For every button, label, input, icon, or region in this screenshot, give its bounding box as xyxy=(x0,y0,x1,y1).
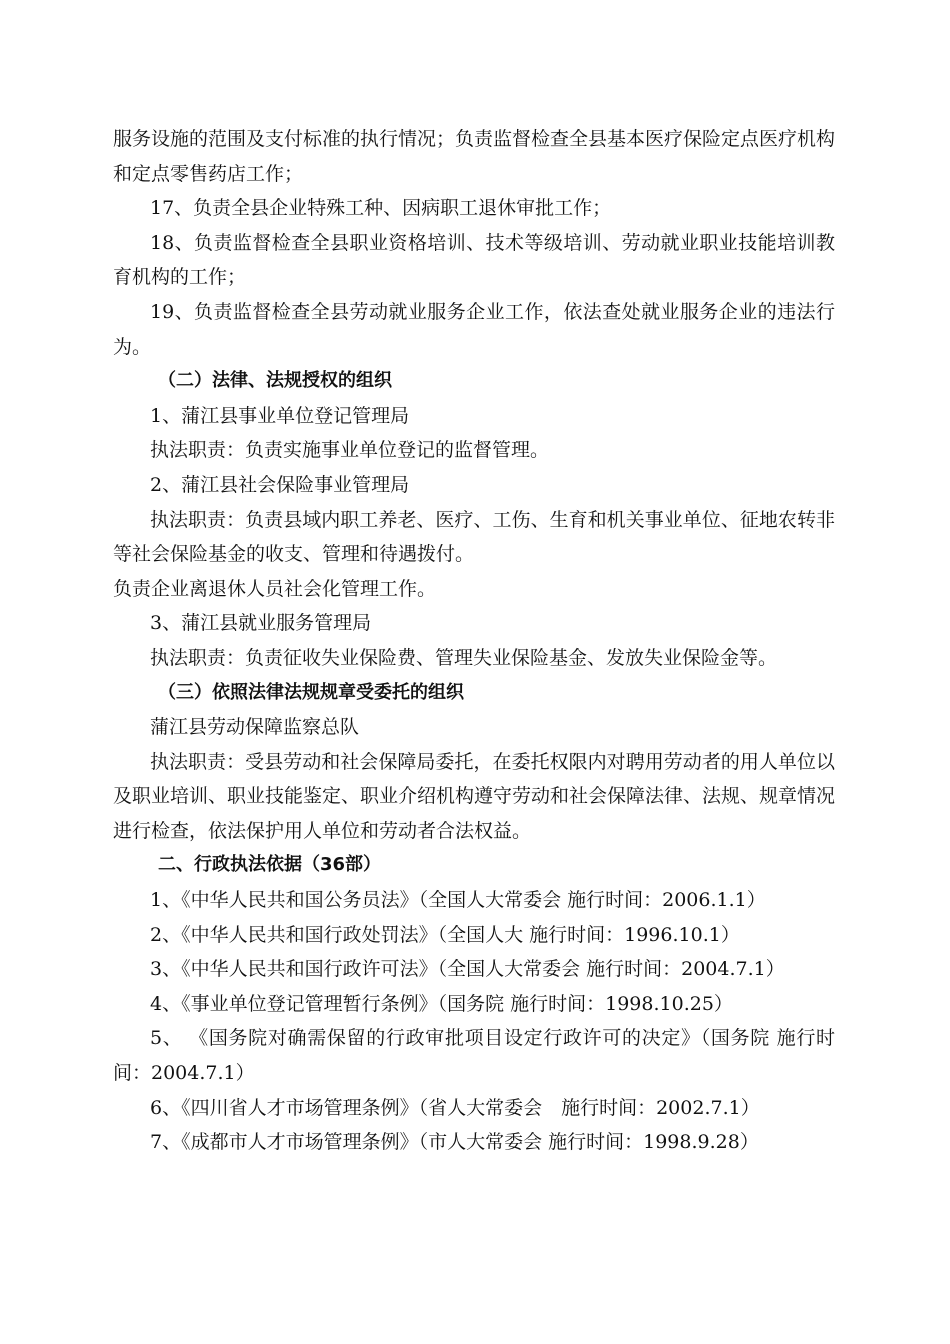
law-item-4: 4、《事业单位登记管理暂行条例》（国务院 施行时间：1998.10.25） xyxy=(150,992,733,1015)
law-item-1: 1、《中华人民共和国公务员法》（全国人大常委会 施行时间：2006.1.1） xyxy=(150,889,766,912)
org-title-labor-inspection-brigade: 蒲江县劳动保障监察总队 xyxy=(150,716,360,739)
org-duty-social-insurance-bureau: 执法职责：负责县域内职工养老、医疗、工伤、生育和机关事业单位、征地农转非等社会保险基金的收支、管理和待遇拨付。 xyxy=(113,508,835,566)
org-title-registration-bureau: 1、蒲江县事业单位登记管理局 xyxy=(150,404,410,427)
paragraph-medical-insurance-continued: 服务设施的范围及支付标准的执行情况；负责监督检查全县基本医疗保险定点医疗机构和定点零售药店工作； xyxy=(113,128,836,185)
section-heading-legal-basis: 二、行政执法依据（36部） xyxy=(158,854,382,876)
paragraph-item-18: 18、负责监督检查全县职业资格培训、技术等级培训、劳动就业职业技能培训教育机构的工作； xyxy=(113,231,835,289)
law-item-7: 7、《成都市人才市场管理条例》（市人大常委会 施行时间：1998.9.28） xyxy=(150,1131,759,1154)
law-item-6: 6、《四川省人才市场管理条例》（省人大常委会 施行时间：2002.7.1） xyxy=(150,1096,760,1119)
org-title-employment-bureau: 3、蒲江县就业服务管理局 xyxy=(150,612,372,635)
section-heading-authorized-organizations: （二）法律、法规授权的组织 xyxy=(158,370,392,392)
paragraph-item-19: 19、负责监督检查全县劳动就业服务企业工作，依法查处就业服务企业的违法行为。 xyxy=(113,300,835,358)
org-duty-registration-bureau: 执法职责：负责实施事业单位登记的监督管理。 xyxy=(150,439,550,462)
section-heading-entrusted-organizations: （三）依照法律法规规章受委托的组织 xyxy=(158,681,464,703)
org-duty-labor-inspection-brigade: 执法职责：受县劳动和社会保障局委托，在委托权限内对聘用劳动者的用人单位以及职业培训、职业技能鉴定、职业介绍机构遵守劳动和社会保障法律、法规、规章情况进行检查，依法保护用人单位和劳动者合法权益。 xyxy=(113,750,836,842)
law-item-5: 5、 《国务院对确需保留的行政审批项目设定行政许可的决定》（国务院 施行时间：2004.7.1） xyxy=(113,1027,835,1085)
org-duty-employment-bureau: 执法职责：负责征收失业保险费、管理失业保险基金、发放失业保险金等。 xyxy=(150,646,778,669)
paragraph-item-17: 17、负责全县企业特殊工种、因病职工退休审批工作； xyxy=(150,197,612,220)
law-item-2: 2、《中华人民共和国行政处罚法》（全国人大 施行时间：1996.10.1） xyxy=(150,923,740,946)
law-item-3: 3、《中华人民共和国行政许可法》（全国人大常委会 施行时间：2004.7.1） xyxy=(150,958,785,981)
document-body xyxy=(113,122,835,1160)
org-title-social-insurance-bureau: 2、蒲江县社会保险事业管理局 xyxy=(150,473,410,496)
org-duty-social-insurance-extra: 负责企业离退休人员社会化管理工作。 xyxy=(113,577,437,600)
